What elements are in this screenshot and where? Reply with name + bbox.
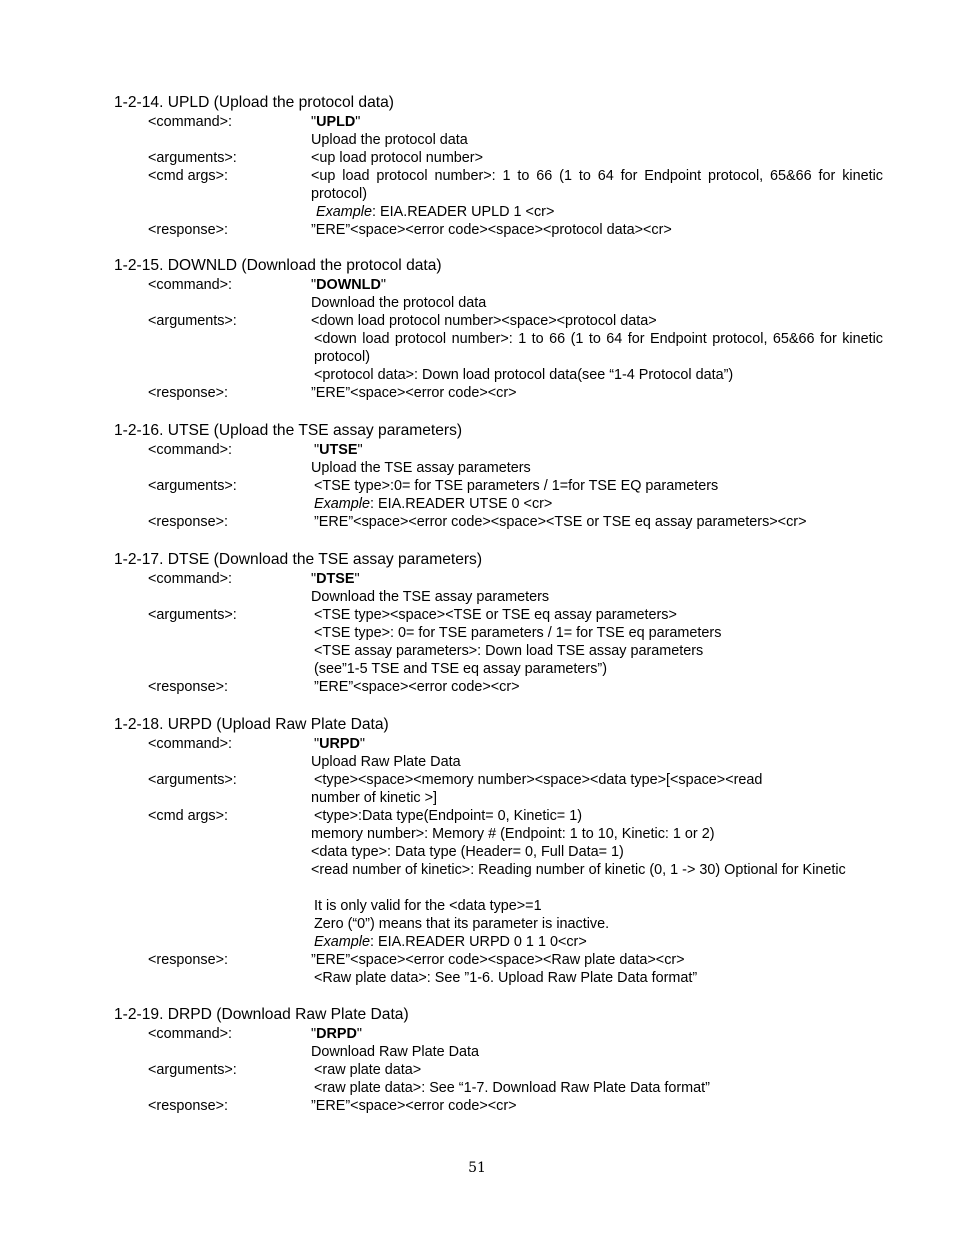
command-name: "URPD" <box>314 736 365 752</box>
command-description: Download Raw Plate Data <box>311 1044 479 1060</box>
page-number: 51 <box>468 1160 486 1176</box>
command-name: "UPLD" <box>311 114 361 130</box>
command-name: "UTSE" <box>314 442 363 458</box>
command-description: Upload the protocol data <box>311 132 468 148</box>
section-title: 1-2-17. DTSE (Download the TSE assay parameters) <box>114 551 483 568</box>
section-title: 1-2-15. DOWNLD (Download the protocol data) <box>114 257 442 274</box>
command-name: "DTSE" <box>311 571 360 587</box>
command-name: "DRPD" <box>311 1026 362 1042</box>
section-title: 1-2-14. UPLD (Upload the protocol data) <box>114 94 394 111</box>
document-page: 1-2-14. UPLD (Upload the protocol data) <command>: "UPLD" Upload the protocol data <arguments>: <up load protocol number> <cmd args>: <up load protocol number>: 1 to 66 (1 to 64 for Endpoint protocol, 65&66 for kinetic protocol) Example: EIA.READER UPLD 1 <cr> <response>: ”ERE”<space><error code><space><protocol data><cr> 1-2-15. DOWNLD (Download the protocol data) <command>: "DOWNLD" Download the protocol data <arguments>: <down load protocol number><space><protocol data> <down load protocol number>: 1 to 66 (1 to 64 for Endpoint protocol, 65&66 for kinetic protocol) <protocol data>: Down load protocol data(see “1-4 Protocol data”) <response>: ”ERE”<space><error code><cr> 1-2-16. UTSE (Upload the TSE assay parameters) <command>: "UTSE" Upload the TSE assay parameters <arguments>: <TSE type>:0= for TSE parameters / 1=for TSE EQ parameters Example: EIA.READER UTSE 0 <cr> <response>: ”ERE”<space><error code><space><TSE or TSE eq assay parameters><cr> 1-2-17. DTSE (Download the TSE assay parameters) <command>: "DTSE" Download the TSE assay parameters <arguments>: <TSE type><space><TSE or TSE eq assay parameters> <TSE type>: 0= for TSE parameters / 1= for TSE eq parameters <TSE assay parameters>: Down load TSE assay parameters (see”1-5 TSE and TSE eq assay parameters”) <response>: ”ERE”<space><error code><cr> 1-2-18. URPD (Upload Raw Plate Data) <command>: "URPD" Upload Raw Plate Data <arguments>: <type><space><memory number><space><data type>[<space><read number of kinetic >] <cmd args>: <type>:Data type(Endpoint= 0, Kinetic= 1) memory number>: Memory # (Endpoint: 1 to 10, Kinetic: 1 or 2) <data type>: Data type (Header= 0, Full Data= 1) <read number of kinetic>: Reading number of kinetic (0, 1 -> 30) Optional for Kinetic It is only valid for the <data type>=1 Zero (“0”) means that its parameter is inactive. Example: EIA.READER URPD 0 1 1 0<cr> <response>: ”ERE”<space><error code><space><Raw plate data><cr> <Raw plate data>: See ”1-6. Upload Raw Plate Data format” 1-2-19. DRPD (Download Raw Plate Data) <command>: "DRPD" Download Raw Plate Data <arguments>: <raw plate data> <raw plate data>: See “1-7. Download Raw Plate Data format” <response>: ”ERE”<space><error code><cr> 51 <box>0 0 954 1235</box>
command-description: Download the TSE assay parameters <box>311 589 550 605</box>
command-description: Download the protocol data <box>311 295 487 311</box>
command-description: Upload the TSE assay parameters <box>311 460 531 476</box>
section-title: 1-2-19. DRPD (Download Raw Plate Data) <box>114 1006 409 1023</box>
section-title: 1-2-18. URPD (Upload Raw Plate Data) <box>114 716 389 733</box>
command-description: Upload Raw Plate Data <box>311 754 461 770</box>
command-name: "DOWNLD" <box>311 277 386 293</box>
section-title: 1-2-16. UTSE (Upload the TSE assay parameters) <box>114 422 463 439</box>
